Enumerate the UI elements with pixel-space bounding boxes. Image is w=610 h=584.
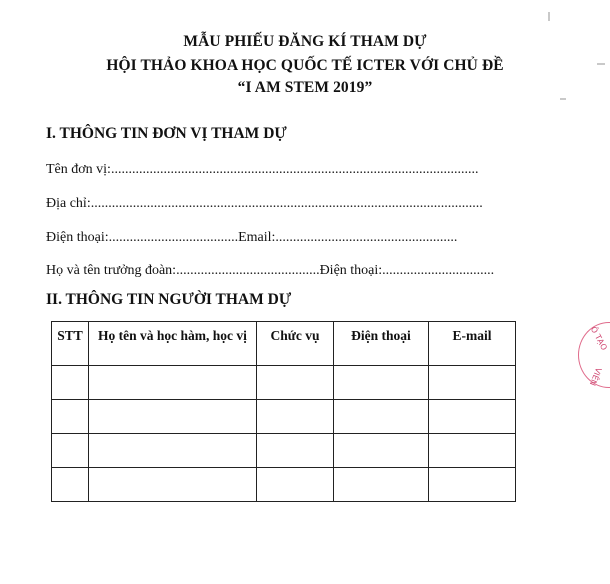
column-header-position: Chức vụ [257, 322, 334, 366]
table-row [52, 434, 516, 468]
table-cell [429, 366, 516, 400]
form-theme: “I AM STEM 2019” [237, 79, 373, 96]
seal-text-top: Ô TẠO [588, 325, 609, 352]
table-cell [429, 400, 516, 434]
scan-speck [597, 63, 605, 65]
table-cell [429, 468, 516, 502]
table-cell [89, 400, 257, 434]
table-cell [89, 468, 257, 502]
address-field: Địa chỉ:................................................................................................................ [46, 196, 483, 211]
table-row [52, 366, 516, 400]
column-header-stt: STT [52, 322, 89, 366]
scan-speck [560, 98, 566, 100]
form-title: MẪU PHIẾU ĐĂNG KÍ THAM DỰ [183, 33, 427, 50]
seal-text-bottom: VIÊN [587, 366, 604, 387]
table-cell [334, 434, 429, 468]
table-cell [257, 366, 334, 400]
delegation-head-field: Họ và tên trưởng đoàn:.........................................Điện thoại:................................ [46, 263, 495, 278]
table-row [52, 468, 516, 502]
scan-speck [548, 12, 550, 21]
participants-table [51, 321, 516, 502]
section-participants-heading: II. THÔNG TIN NGƯỜI THAM DỰ [46, 291, 292, 308]
table-cell [257, 434, 334, 468]
table-cell [89, 434, 257, 468]
table-cell [429, 434, 516, 468]
table-cell [257, 468, 334, 502]
table-cell [52, 366, 89, 400]
table-cell [52, 468, 89, 502]
table-cell [89, 366, 257, 400]
column-header-phone: Điện thoại [334, 322, 429, 366]
table-cell [334, 400, 429, 434]
table-header-row [52, 322, 516, 366]
table-row [52, 400, 516, 434]
phone-email-field: Điện thoại:.....................................Email:.................................................... [46, 230, 458, 245]
section-organization-heading: I. THÔNG TIN ĐƠN VỊ THAM DỰ [46, 125, 287, 142]
column-header-name-title: Họ tên và học hàm, học vị [89, 322, 257, 366]
organization-name-field: Tên đơn vị:......................................................................................................... [46, 162, 479, 177]
table-cell [257, 400, 334, 434]
table-cell [52, 400, 89, 434]
table-cell [334, 468, 429, 502]
form-subtitle: HỘI THẢO KHOA HỌC QUỐC TẾ ICTER VỚI CHỦ ĐỀ [106, 57, 504, 74]
table-cell [334, 366, 429, 400]
column-header-email: E-mail [429, 322, 516, 366]
table-cell [52, 434, 89, 468]
